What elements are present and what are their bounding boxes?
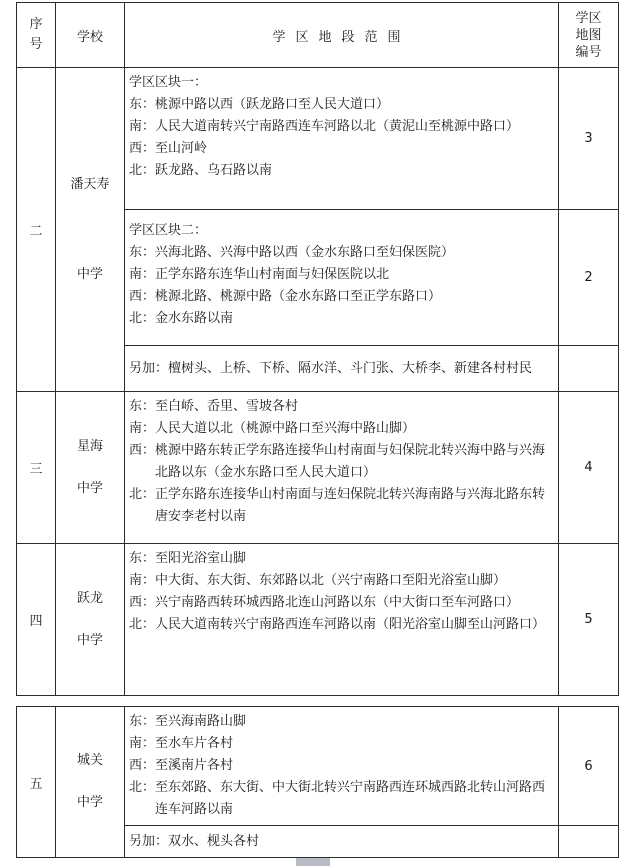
row-no: 二 (17, 68, 56, 392)
map-number: 4 (559, 392, 619, 544)
school-name-line1: 潘天寿 (70, 176, 110, 192)
header-school: 学校 (56, 3, 125, 68)
boundary-south: 南：人民大道南转兴宁南路西连车河路以北（黄泥山至桃源中路口） (129, 119, 520, 134)
header-no (17, 3, 56, 68)
empty-cell (559, 346, 619, 392)
boundary-north: 北：跃龙路、乌石路以南 (129, 163, 273, 178)
boundary-north: 北：人民大道南转兴宁南路西连车河路以南（阳光浴室山脚至山河路口） (129, 617, 546, 632)
page-edge-marker (296, 858, 330, 866)
school-name-line2: 中学 (76, 795, 103, 810)
boundary-west: 西：至山河岭 (129, 141, 208, 156)
boundary-west: 西：兴宁南路西转环城西路北连山河路以东（中大街口至车河路口） (129, 595, 520, 610)
school-name (56, 392, 125, 544)
boundary-south: 南：正学东路东连华山村南面与妇保医院以北 (129, 267, 390, 282)
boundary-east: 东：至兴海南路山脚 (129, 714, 247, 729)
row-no: 四 (17, 544, 56, 696)
note-text: 另加：檀树头、上桥、下桥、隔水洋、斗门张、大桥李、新建各村村民 (129, 360, 533, 376)
district-range (125, 392, 559, 544)
empty-cell (559, 826, 619, 858)
map-number: 2 (559, 210, 619, 346)
boundary-west: 西：桃源中路东转正学东路连接华山村南面与妇保院北转兴海中路与兴海北路以东（金水东路口至人民大道口） (129, 443, 546, 480)
header-map-line3: 编号 (575, 44, 602, 60)
school-name (56, 68, 125, 392)
school-name-line2: 中学 (76, 480, 103, 496)
school-name-line1: 城关 (76, 753, 103, 768)
header-row (17, 3, 619, 68)
note-text: 另加：双水、枧头各村 (129, 833, 260, 849)
header-no-line2: 号 (29, 37, 43, 52)
boundary-east: 东：至阳光浴室山脚 (129, 551, 247, 566)
table-row (17, 68, 619, 210)
header-map-line2: 地图 (575, 27, 602, 43)
boundary-west: 西：桃源北路、桃源中路（金水东路口至正学东路口） (129, 289, 442, 304)
school-name-line2: 中学 (76, 632, 103, 648)
district-block-2 (125, 210, 559, 346)
school-name-line1: 星海 (76, 438, 103, 454)
extra-note (125, 826, 559, 858)
map-number: 5 (559, 544, 619, 696)
school-name (56, 544, 125, 696)
table-row (17, 392, 619, 544)
school-district-table (16, 2, 619, 696)
school-name (56, 707, 125, 858)
block-title: 学区区块二： (129, 223, 208, 238)
boundary-north: 北：金水东路以南 (129, 311, 234, 326)
header-map (559, 3, 619, 68)
district-block-1 (125, 68, 559, 210)
school-district-table-continued (16, 706, 619, 858)
boundary-west: 西：至溪南片各村 (129, 758, 234, 773)
school-name-line2: 中学 (76, 266, 103, 282)
boundary-south: 南：人民大道以北（桃源中路口至兴海中路山脚） (129, 421, 416, 436)
boundary-south: 南：至水车片各村 (129, 736, 234, 751)
extra-note (125, 346, 559, 392)
header-map-line1: 学区 (575, 10, 602, 26)
header-range: 学区地段范围 (125, 3, 559, 68)
boundary-east: 东：至白峤、岙里、雪坡各村 (129, 399, 299, 414)
district-range (125, 544, 559, 696)
table-row (17, 707, 619, 826)
boundary-north: 北：正学东路东连接华山村南面与连妇保院北转兴海南路与兴海北路东转唐安李老村以南 (129, 487, 546, 524)
table-row (17, 544, 619, 696)
boundary-north: 北：至东郊路、东大街、中大街北转兴宁南路西连环城西路北转山河路西连车河路以南 (129, 780, 546, 817)
block-title: 学区区块一： (129, 75, 208, 90)
district-range (125, 707, 559, 826)
row-no: 五 (17, 707, 56, 858)
header-no-line1: 序 (29, 17, 43, 32)
boundary-south: 南：中大街、东大街、东郊路以北（兴宁南路口至阳光浴室山脚） (129, 573, 507, 588)
boundary-east: 东：桃源中路以西（跃龙路口至人民大道口） (129, 97, 390, 112)
map-number: 6 (559, 707, 619, 826)
map-number: 3 (559, 68, 619, 210)
school-name-line1: 跃龙 (76, 590, 103, 606)
row-no: 三 (17, 392, 56, 544)
boundary-east: 东：兴海北路、兴海中路以西（金水东路口至妇保医院） (129, 245, 455, 260)
